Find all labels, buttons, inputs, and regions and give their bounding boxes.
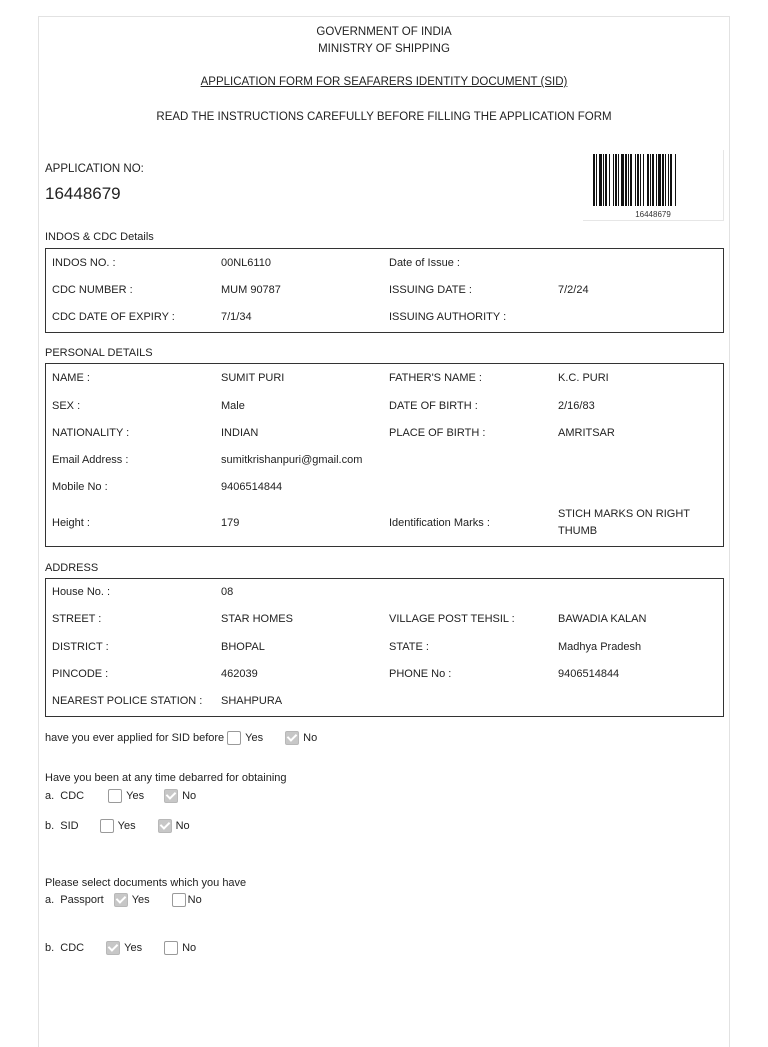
barcode-bar [596,154,597,206]
barcode-bar [621,154,624,206]
indos-section-label: INDOS & CDC Details [45,231,154,243]
field-label: PHONE No : [389,668,452,680]
header-ministry: MINISTRY OF SHIPPING [318,43,450,55]
doc-cdc-label: b. CDC [45,942,85,954]
debarred-sid-yes-checkbox[interactable] [100,819,114,833]
field-label: FATHER'S NAME : [389,372,482,384]
form-title: APPLICATION FORM FOR SEAFARERS IDENTITY DOCUMENT (SID) [200,76,568,88]
field-value: 462039 [221,668,258,680]
applied-before-question [45,731,317,745]
field-label: ISSUING AUTHORITY : [389,311,507,323]
form-header [39,24,729,58]
field-value: BHOPAL [221,641,265,653]
barcode-bar [652,154,654,206]
field-value: 9406514844 [558,668,620,680]
barcode-number: 16448679 [635,210,671,219]
field-value: STICH MARKS ON RIGHT THUMB [558,508,690,537]
field-label: DISTRICT : [52,641,109,653]
yes-label: Yes [117,820,136,832]
barcode-bars [593,154,717,206]
barcode-bar [643,154,644,206]
field-value: 7/1/34 [221,311,252,323]
doc-cdc-yes-checkbox[interactable] [106,941,120,955]
debarred-sid-label: b. SID [45,820,79,832]
doc-cdc-no-checkbox[interactable] [164,941,178,955]
field-label: SEX : [52,400,81,412]
barcode-bar [603,154,604,206]
field-value: MUM 90787 [221,284,281,296]
applied-before-label: have you ever applied for SID before [45,732,225,744]
field-label: NEAREST POLICE STATION : [52,695,203,707]
field-value: K.C. PURI [558,372,609,384]
field-value: 2/16/83 [558,400,595,412]
no-label: No [175,820,190,832]
barcode-bar [637,154,639,206]
documents-question-label: Please select documents which you have [45,877,247,889]
barcode-bar [635,154,636,206]
application-no-value: 16448679 [45,184,121,203]
debarred-cdc-question [45,789,196,803]
barcode-bar [630,154,632,206]
debarred-sid-no-checkbox[interactable] [158,819,172,833]
field-value: 00NL6110 [221,257,271,269]
yes-label: Yes [245,732,264,744]
applied-before-yes-checkbox[interactable] [227,731,241,745]
doc-passport-no-checkbox[interactable] [172,893,186,907]
field-value: Male [221,400,245,412]
barcode [583,150,724,221]
doc-passport-label: a. Passport [45,894,104,906]
debarred-sid-question [45,819,190,833]
barcode-bar [628,154,629,206]
address-section-label: ADDRESS [45,562,99,574]
yes-label: Yes [131,894,150,906]
barcode-bar [668,154,669,206]
barcode-bar [593,154,595,206]
field-value: SHAHPURA [221,695,283,707]
field-label: STATE : [389,641,429,653]
barcode-bar [618,154,619,206]
applied-before-no-checkbox[interactable] [285,731,299,745]
field-value: 7/2/24 [558,284,589,296]
debarred-cdc-no-checkbox[interactable] [164,789,178,803]
barcode-bar [650,154,651,206]
no-label: No [182,790,197,802]
field-value: 179 [221,517,240,529]
field-label: Email Address : [52,454,129,466]
field-label: VILLAGE POST TEHSIL : [389,613,515,625]
doc-passport-question [45,893,202,907]
barcode-bar [640,154,641,206]
barcode-bar [647,154,649,206]
field-value: INDIAN [221,427,259,439]
barcode-bar [656,154,657,206]
indos-details-box [45,248,724,333]
field-label: Date of Issue : [389,257,460,269]
no-label: No [303,732,318,744]
field-value: sumitkrishanpuri@gmail.com [221,454,363,466]
personal-details-box [45,363,724,547]
doc-cdc-question [45,941,196,955]
debarred-cdc-yes-checkbox[interactable] [108,789,122,803]
field-label: PLACE OF BIRTH : [389,427,486,439]
application-form-page [38,16,730,1047]
barcode-bar [625,154,627,206]
barcode-bar [665,154,666,206]
barcode-bar [670,154,672,206]
field-label: INDOS NO. : [52,257,116,269]
barcode-bar [609,154,610,206]
field-label: ISSUING DATE : [389,284,472,296]
field-label: CDC NUMBER : [52,284,133,296]
barcode-bar [605,154,607,206]
field-label: NAME : [52,372,90,384]
no-label: No [187,894,202,906]
yes-label: Yes [126,790,145,802]
field-label: NATIONALITY : [52,427,130,439]
debarred-question-label: Have you been at any time debarred for obtaining [45,772,287,784]
debarred-cdc-label: a. CDC [45,790,85,802]
barcode-bar [658,154,661,206]
yes-label: Yes [124,942,143,954]
barcode-bar [615,154,617,206]
address-details-box [45,578,724,717]
field-value: BAWADIA KALAN [558,613,647,625]
personal-section-label: PERSONAL DETAILS [45,347,153,359]
form-instruction: READ THE INSTRUCTIONS CAREFULLY BEFORE FILLING THE APPLICATION FORM [156,111,612,123]
field-label: Identification Marks : [389,517,490,529]
field-value: AMRITSAR [558,427,615,439]
field-label: DATE OF BIRTH : [389,400,478,412]
field-value: Madhya Pradesh [558,641,642,653]
field-label: PINCODE : [52,668,109,680]
barcode-bar [675,154,676,206]
no-label: No [182,942,197,954]
barcode-bar [599,154,602,206]
field-label: CDC DATE OF EXPIRY : [52,311,175,323]
field-label: Mobile No : [52,481,108,493]
header-government: GOVERNMENT OF INDIA [316,26,452,38]
barcode-bar [662,154,664,206]
doc-passport-yes-checkbox[interactable] [114,893,128,907]
field-label: STREET : [52,613,102,625]
field-value: SUMIT PURI [221,372,285,384]
field-value: STAR HOMES [221,613,293,625]
application-no-label: APPLICATION NO: [45,163,144,175]
field-label: House No. : [52,586,111,598]
barcode-bar [613,154,614,206]
field-value: 08 [221,586,234,598]
field-label: Height : [52,517,90,529]
field-value: 9406514844 [221,481,283,493]
